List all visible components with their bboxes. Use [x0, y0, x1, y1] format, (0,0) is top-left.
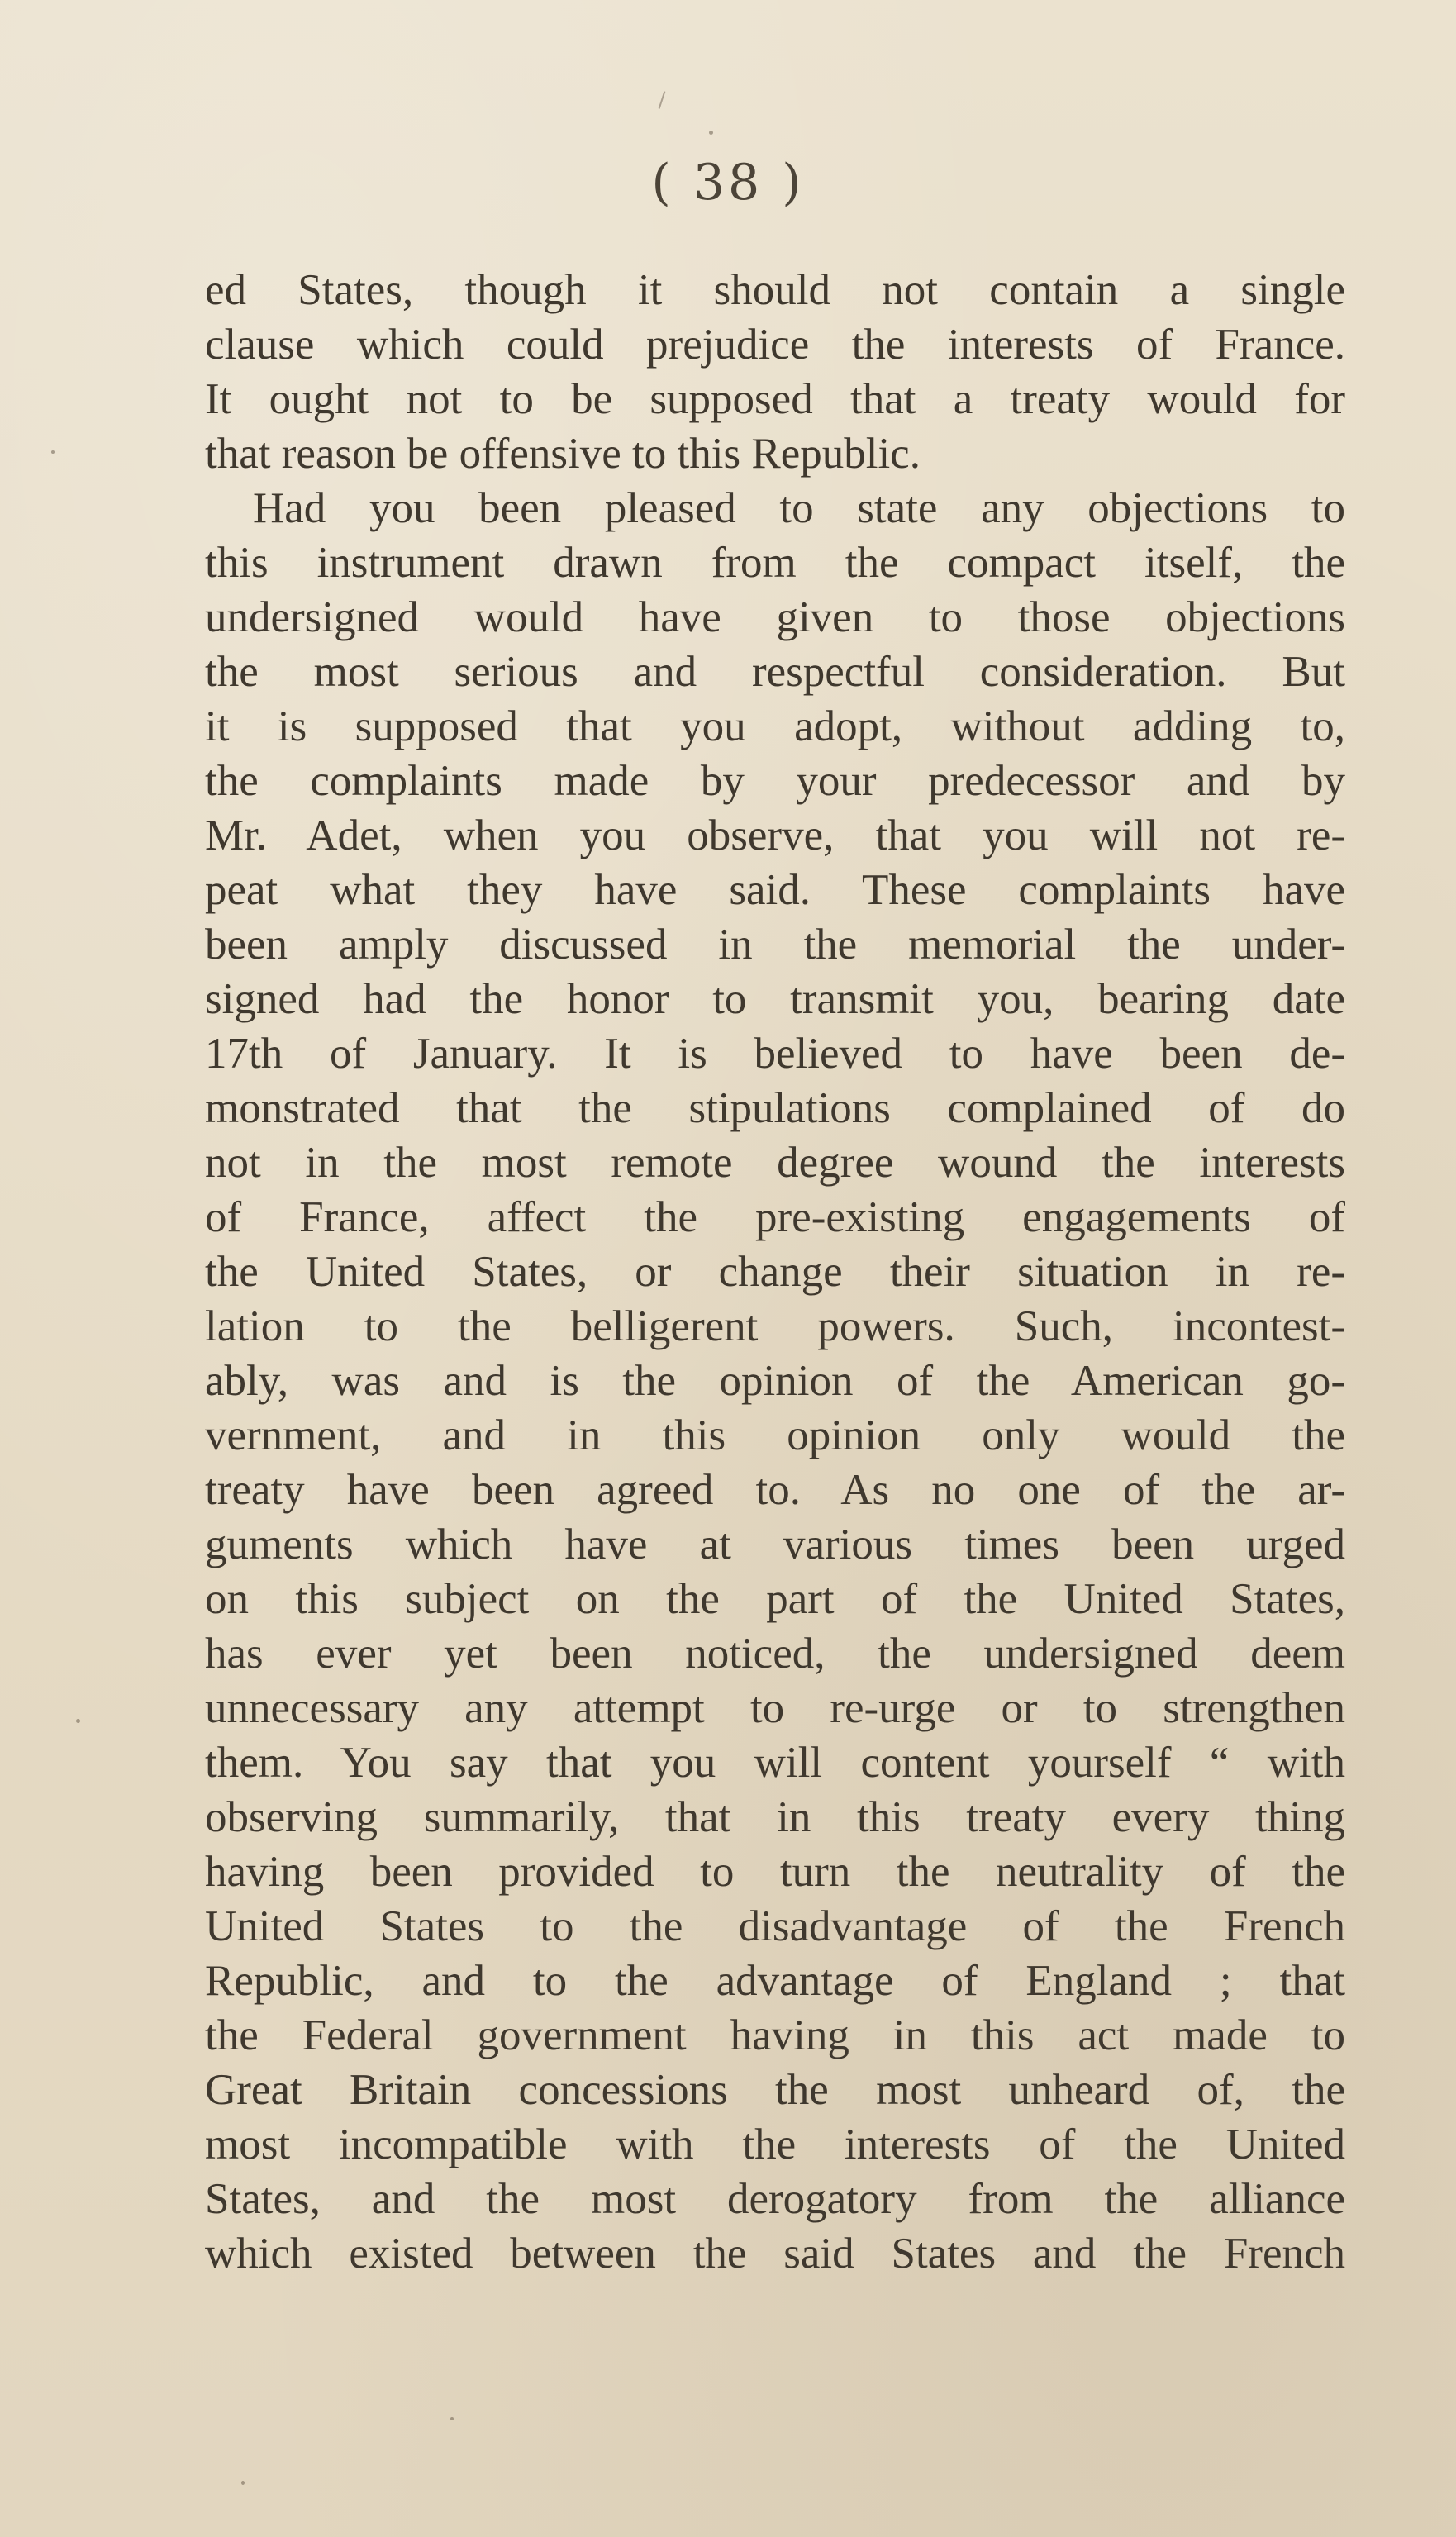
text-line: it is supposed that you adopt, without adding to,	[205, 702, 1345, 750]
text-line: Republic, and to the advantage of England ; that	[205, 1957, 1345, 2005]
text-line: the Federal government having in this act made to	[205, 2011, 1345, 2059]
text-line: undersigned would have given to those objections	[205, 593, 1345, 641]
page-number: ( 38 )	[651, 154, 805, 212]
text-line: Mr. Adet, when you observe, that you will not re-	[205, 812, 1345, 859]
text-line: not in the most remote degree wound the interests	[205, 1139, 1345, 1187]
text-line: observing summarily, that in this treaty every thing	[205, 1793, 1345, 1841]
text-line: unnecessary any attempt to re-urge or to strengthen	[205, 1684, 1345, 1732]
text-line: monstrated that the stipulations complained of do	[205, 1084, 1345, 1132]
text-line: having been provided to turn the neutrality of the	[205, 1848, 1345, 1896]
text-line: guments which have at various times been urged	[205, 1521, 1345, 1568]
text-line: signed had the honor to transmit you, bearing date	[205, 975, 1345, 1023]
text-line: has ever yet been noticed, the undersigned deem	[205, 1630, 1345, 1678]
text-line: clause which could prejudice the interests of France.	[205, 321, 1345, 369]
text-line: them. You say that you will content yourself “ with	[205, 1739, 1345, 1787]
paper-speck	[241, 2481, 245, 2485]
text-line: which existed between the said States and the French	[205, 2230, 1345, 2278]
paper-speck	[450, 2417, 454, 2420]
paper-speck	[51, 450, 55, 454]
ink-mark	[659, 91, 666, 109]
text-line: treaty have been agreed to. As no one of the ar-	[205, 1466, 1345, 1514]
text-line: lation to the belligerent powers. Such, incontest-	[205, 1302, 1345, 1350]
paragraph-start-line: Had you been pleased to state any objections to	[253, 484, 1345, 532]
text-line: on this subject on the part of the United States,	[205, 1575, 1345, 1623]
text-line: the complaints made by your predecessor and by	[205, 757, 1345, 805]
text-line: Great Britain concessions the most unheard of, the	[205, 2066, 1345, 2114]
text-line: It ought not to be supposed that a treaty would for	[205, 375, 1345, 423]
text-line: the most serious and respectful consideration. But	[205, 648, 1345, 696]
text-line: this instrument drawn from the compact itself, the	[205, 539, 1345, 587]
text-line: ed States, though it should not contain a single	[205, 266, 1345, 314]
text-line: United States to the disadvantage of the French	[205, 1902, 1345, 1950]
text-line: States, and the most derogatory from the alliance	[205, 2175, 1345, 2223]
text-line: been amply discussed in the memorial the under-	[205, 921, 1345, 969]
body-text	[205, 263, 1345, 2281]
text-line: ably, was and is the opinion of the American go-	[205, 1357, 1345, 1405]
text-line: that reason be offensive to this Republic.	[205, 430, 921, 478]
text-line: peat what they have said. These complaints have	[205, 866, 1345, 914]
text-line: of France, affect the pre-existing engagements of	[205, 1193, 1345, 1241]
text-line: the United States, or change their situation in re-	[205, 1248, 1345, 1296]
text-line: 17th of January. It is believed to have been de-	[205, 1030, 1345, 1078]
text-line: vernment, and in this opinion only would the	[205, 1411, 1345, 1459]
text-line: most incompatible with the interests of the United	[205, 2121, 1345, 2168]
paper-speck	[76, 1719, 80, 1723]
paper-speck	[709, 131, 713, 135]
